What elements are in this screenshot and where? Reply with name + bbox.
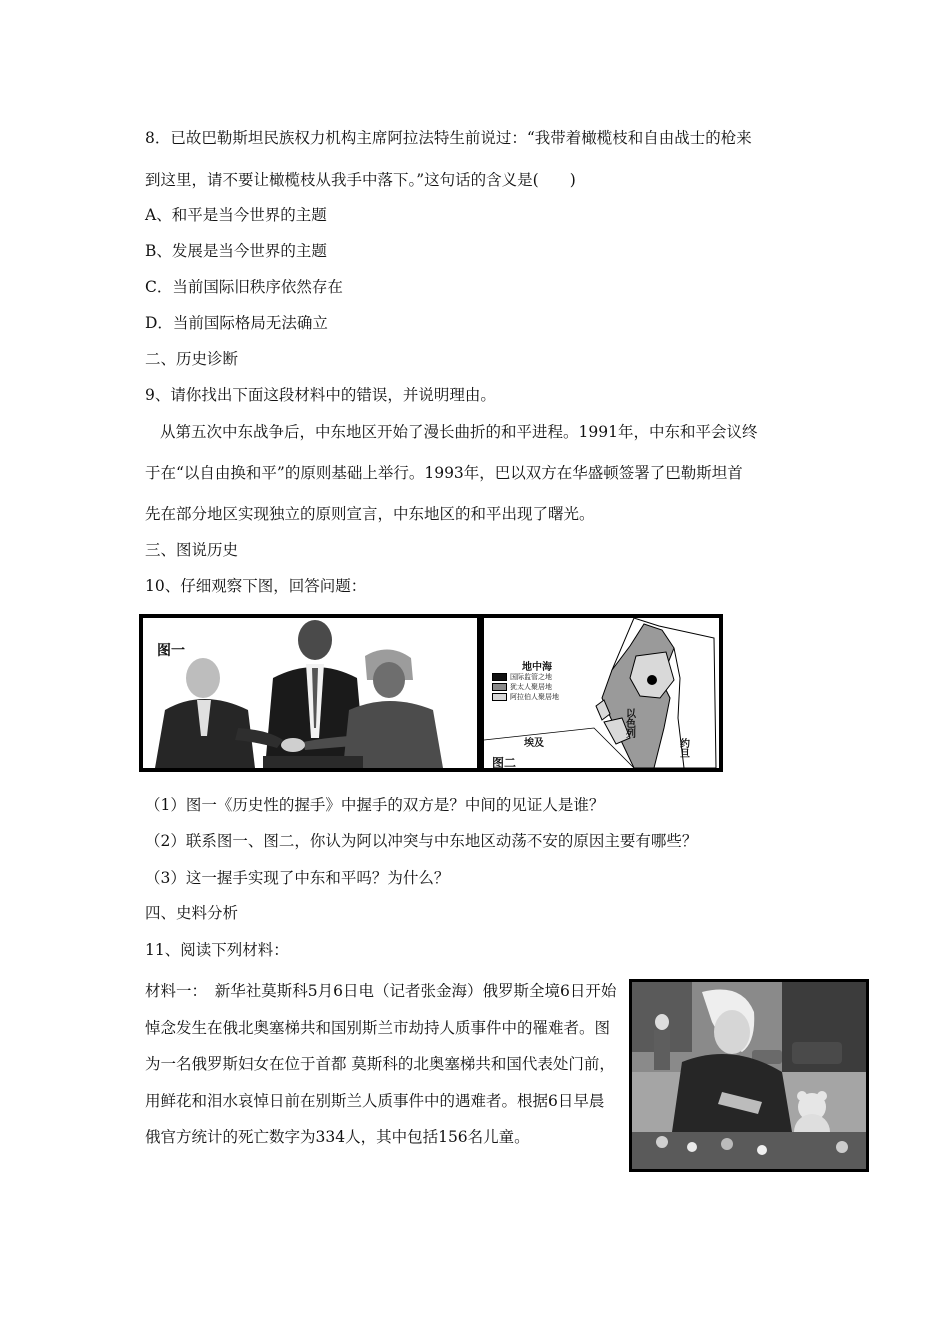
legend-item-jewish xyxy=(492,682,552,692)
palestine-map xyxy=(481,614,723,772)
legend-item-arab xyxy=(492,692,559,702)
legend-item-international xyxy=(492,672,552,682)
map-label-israel-3: 列 xyxy=(626,729,636,740)
legend-swatch-light xyxy=(492,693,507,701)
legend-text-international: 国际监管之地 xyxy=(510,673,552,681)
q8-option-b: B、发展是当今世界的主题 xyxy=(145,242,327,260)
legend-text-jewish: 犹太人聚居地 xyxy=(510,683,552,691)
map-label-israel-2: 色 xyxy=(626,719,636,730)
map-label-israel xyxy=(626,710,636,740)
section-2-heading: 二、历史诊断 xyxy=(145,350,239,368)
section-3-heading: 三、图说历史 xyxy=(145,541,239,559)
map-label-egypt: 埃及 xyxy=(524,738,544,749)
q8-option-c: C．当前国际旧秩序依然存在 xyxy=(145,278,343,296)
q10-question-2: （2）联系图一、图二，你认为阿以冲突与中东地区动荡不安的原因主要有哪些？ xyxy=(145,832,698,850)
q9-stem: 9、请你找出下面这段材料中的错误，并说明理由。 xyxy=(145,386,496,404)
q8-option-a: A、和平是当今世界的主题 xyxy=(145,206,327,224)
map-label-jordan xyxy=(680,740,690,760)
mourning-illustration xyxy=(632,982,866,1169)
q9-passage-line1: 从第五次中东战争后，中东地区开始了漫长曲折的和平进程。1991年，中东和平会议终 xyxy=(160,423,758,441)
q9-passage-line3: 先在部分地区实现独立的原则宣言，中东地区的和平出现了曙光。 xyxy=(145,505,595,523)
legend-swatch-gray xyxy=(492,683,507,691)
map-label-jordan-1: 约 xyxy=(680,739,690,750)
q11-stem: 11、阅读下列材料： xyxy=(145,941,289,959)
q9-passage-line2: 于在“以自由换和平”的原则基础上举行。1993年，巴以双方在华盛顿签署了巴勒斯坦首 xyxy=(145,464,743,482)
q8-stem-line1: 8．已故巴勒斯坦民族权力机构主席阿拉法特生前说过：“我带着橄榄枝和自由战士的枪来 xyxy=(145,129,752,147)
legend-swatch-black xyxy=(492,673,507,681)
q10-question-1: （1）图一《历史性的握手》中握手的双方是？中间的见证人是谁？ xyxy=(145,796,605,814)
map-label-mediterranean: 地中海 xyxy=(522,662,552,673)
map-label-israel-1: 以 xyxy=(626,709,636,720)
q11-material-1: 材料一： 新华社莫斯科5月6日电（记者张金海）俄罗斯全境6日开始悼念发生在俄北奥塞梯共和国别斯兰市劫持人质事件中的罹难者。图为一名俄罗斯妇女在位于首都 莫斯科的北奥塞梯共和国代表处门前，用鲜花和泪水哀悼日前在别斯兰人质事件中的遇难者。根据6日早晨俄官方统计的死亡数字为334人，其中包括156名儿童。 xyxy=(145,982,617,1146)
map-label-jordan-2: 旦 xyxy=(680,749,690,760)
q8-option-d: D．当前国际格局无法确立 xyxy=(145,314,328,332)
section-4-heading: 四、史料分析 xyxy=(145,904,239,922)
legend-text-arab: 阿拉伯人聚居地 xyxy=(510,693,559,701)
handshake-photo xyxy=(139,614,481,772)
q10-question-3: （3）这一握手实现了中东和平吗？为什么？ xyxy=(145,869,450,887)
figure-2-label: 图二 xyxy=(492,756,517,770)
handshake-illustration xyxy=(143,618,477,768)
q8-stem-line2: 到这里，请不要让橄榄枝从我手中落下。”这句话的含义是( ) xyxy=(145,171,576,189)
mourning-photo xyxy=(629,979,869,1172)
q10-stem: 10、仔细观察下图，回答问题： xyxy=(145,577,367,595)
figure-1-label: 图一 xyxy=(157,643,185,659)
